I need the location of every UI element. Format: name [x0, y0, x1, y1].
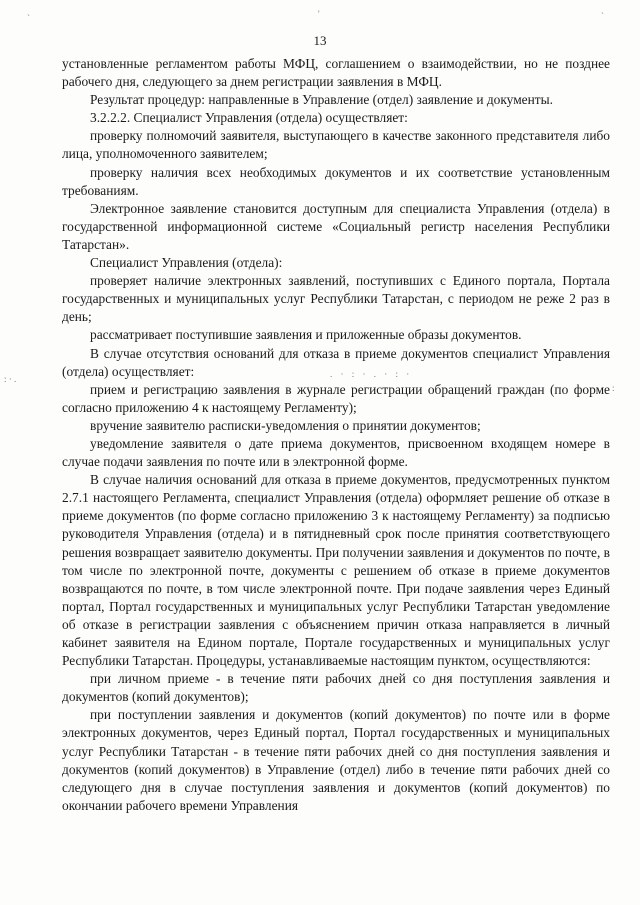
scan-speck: '	[318, 9, 320, 19]
paragraph: прием и регистрацию заявления в журнале регистрации обращений граждан (по форме согласно приложению 4 к настоящему Регламенту);	[62, 381, 610, 415]
scan-speck: :	[612, 383, 615, 393]
paragraph: 3.2.2.2. Специалист Управления (отдела) осуществляет:	[90, 110, 408, 126]
page-number: 13	[313, 33, 327, 48]
paragraph: проверку наличия всех необходимых документов и их соответствие установленным требованиям.	[62, 164, 610, 198]
scan-speck: : · .	[4, 374, 17, 384]
paragraph: проверяет наличие электронных заявлений, поступивших с Единого портала, Портала государственных и муниципальных услуг Республики Татарстан, с периодом не реже 2 раз в день;	[62, 273, 610, 325]
paragraph: Электронное заявление становится доступным для специалиста Управления (отдела) в государственной информационной системе «Социальный регистр населения Республики Татарстан».	[62, 200, 610, 252]
document-body	[62, 55, 610, 815]
scan-speck: . · : · . · : ·	[330, 369, 413, 379]
paragraph: проверку полномочий заявителя, выступающего в качестве законного представителя либо лица, уполномоченного заявителем;	[62, 128, 610, 162]
paragraph: Результат процедур: направленные в Управление (отдел) заявление и документы.	[90, 92, 553, 108]
paragraph: Специалист Управления (отдела):	[90, 255, 283, 271]
paragraph: В случае отсутствия оснований для отказа в приеме документов специалист Управления (отдела) осуществляет:	[62, 345, 610, 379]
paragraph: установленные регламентом работы МФЦ, соглашением о взаимодействии, но не позднее рабочего дня, следующего за днем регистрации заявления в МФЦ.	[62, 56, 610, 90]
paragraph: при поступлении заявления и документов (копий документов) по почте или в форме электронных документов, через Единый портал, Портал государственных и муниципальных услуг Республики Татарстан - в течение пяти рабочих дней со дня поступления заявления и документов (копий документов) в Управление (отдел) либо в течение пяти рабочих дней со следующего дня в случае поступления заявления и документов (копий документов) по окончании рабочего времени Управления	[62, 707, 610, 813]
paragraph: В случае наличия оснований для отказа в приеме документов, предусмотренных пунктом 2.7.1 настоящего Регламента, специалист Управления (отдела) оформляет решение об отказе в приеме документов (по форме согласно приложению 3 к настоящему Регламенту) за подписью руководителя Управления (отдела) и в пятидневный срок после принятия соответствующего решения возвращает заявителю документы. При получении заявления и документов по почте, в том числе по электронной почте, документы с решением об отказе в приеме документов возвращаются по почте, в том числе электронной почте. При подаче заявления через Единый портал, Портал государственных и муниципальных услуг Республики Татарстан уведомление об отказе в регистрации заявления с объяснением причин отказа направляется в личный кабинет заявителя на Едином портале, Портале государственных и муниципальных услуг Республики Татарстан. Процедуры, устанавливаемые настоящим пунктом, осуществляются:	[62, 472, 610, 669]
paragraph: уведомление заявителя о дате приема документов, присвоенном входящем номере в случае подачи заявления по почте или в электронной форме.	[62, 435, 610, 470]
scan-speck: `	[27, 13, 30, 23]
paragraph: рассматривает поступившие заявления и приложенные образы документов.	[90, 327, 522, 343]
paragraph: при личном приеме - в течение пяти рабочих дней со дня поступления заявления и документов (копий документов);	[62, 671, 610, 705]
scan-speck: `	[601, 11, 604, 21]
paragraph: вручение заявителю расписки-уведомления о принятии документов;	[90, 417, 481, 433]
